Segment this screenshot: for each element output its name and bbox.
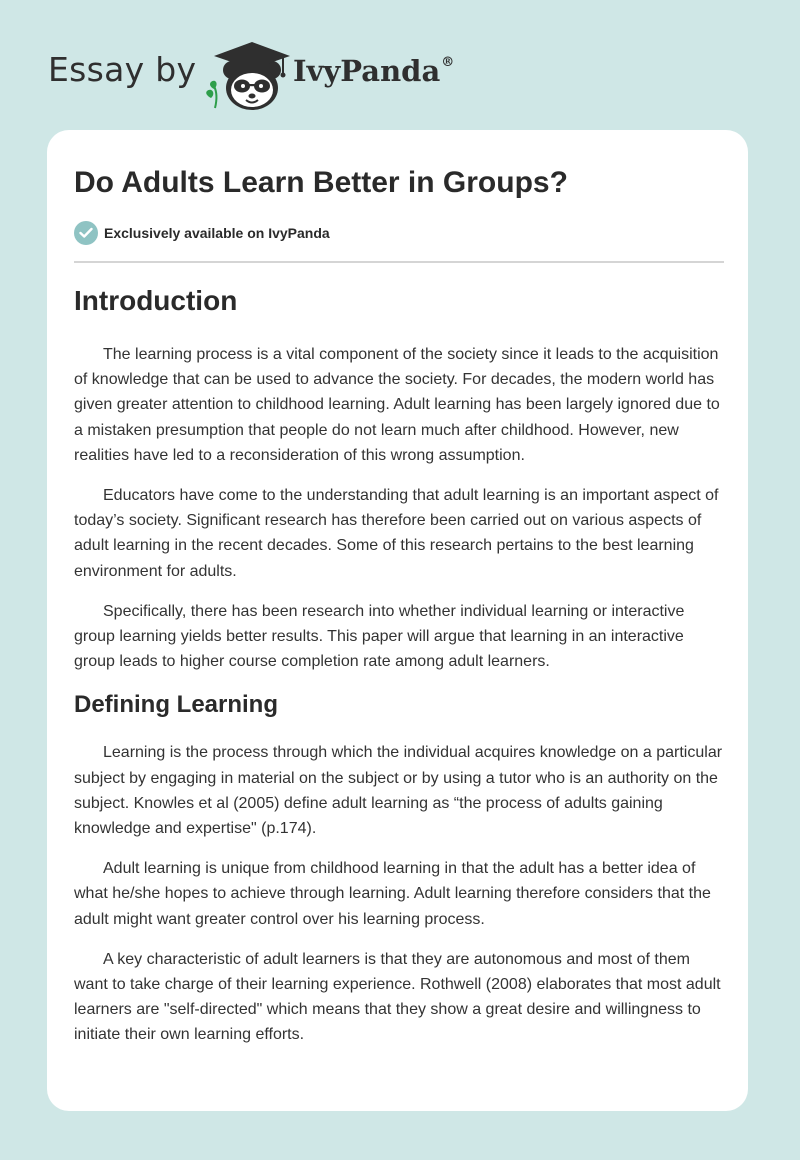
paragraph: Specifically, there has been research into whether individual learning or interactive group learning yields better results. This paper will argue that learning in an interactive group leads to higher course completion rate among adult learners. (74, 602, 685, 671)
section-heading-defining-learning: Defining Learning (74, 691, 278, 719)
title-divider (74, 261, 724, 263)
paragraph: Learning is the process through which the individual acquires knowledge on a particular subject by engaging in material on the subject or by using a tutor who is an authority on the subject. Knowles et al (2005) define adult learning as “the process of adults gaining knowledge and expertise" (p.174). (74, 744, 723, 838)
essay-by-label: Essay by (48, 50, 197, 89)
paragraph: Educators have come to the understanding that adult learning is an important aspect of today’s society. Significant research has therefore been carried out on various aspects of adult learning in the recent decades. Some of this research pertains to the best learning environment for adults. (74, 487, 719, 580)
page-title: Do Adults Learn Better in Groups? (74, 166, 568, 199)
panda-logo-icon[interactable] (202, 36, 294, 112)
brand-name[interactable] (293, 54, 454, 88)
exclusive-badge (74, 221, 330, 245)
paragraph: The learning process is a vital component of the society since it leads to the acquisition of knowledge that can be used to advance the society. For decades, the modern world has given greater attention to childhood learning. Adult learning has been largely ignored due to a mistaken presumption that people do not learn much after childhood. However, new realities have led to a reconsideration of this wrong assumption. (74, 346, 720, 464)
badge-label: Exclusively available on IvyPanda (104, 225, 330, 241)
brand-text: IvyPanda (293, 54, 441, 88)
section-heading-introduction: Introduction (74, 285, 238, 316)
essay-card (47, 130, 748, 1111)
paragraph: A key characteristic of adult learners is that they are autonomous and most of them want to take charge of their learning experience. Rothwell (2008) elaborates that most adult learners are "self-directed" which means that they show a great desire and willingness to initiate their own learning efforts. (74, 950, 721, 1044)
registered-mark: ® (441, 55, 455, 71)
check-circle-icon (74, 221, 98, 245)
essay-body (74, 282, 724, 1048)
paragraph: Adult learning is unique from childhood learning in that the adult has a better idea of what he/she hopes to achieve through learning. Adult learning therefore considers that the adult might want greater control over his learning process. (74, 860, 711, 928)
site-header (48, 30, 508, 114)
